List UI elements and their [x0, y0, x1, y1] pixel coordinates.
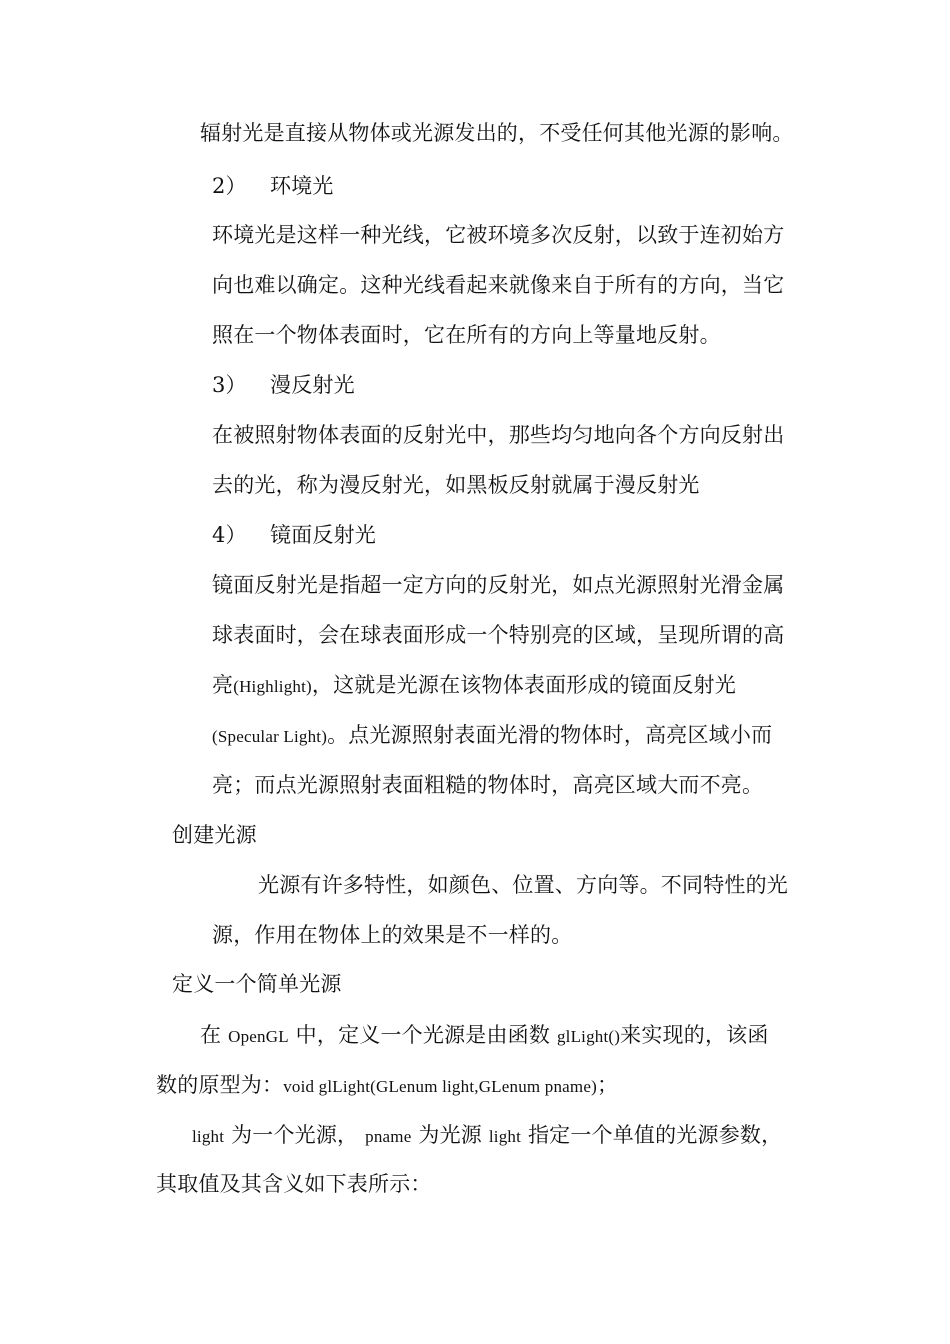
text-run: 为光源	[418, 1123, 482, 1147]
text-run: 中，定义一个光源是由函数	[295, 1023, 551, 1047]
text-run: 在	[200, 1023, 222, 1047]
text-run-latin: void glLight(GLenum light,GLenum pname)	[283, 1077, 597, 1096]
text-run: 来实现的，该函	[620, 1023, 769, 1047]
paragraph-diffuse-line2: 去的光，称为漫反射光，如黑板反射就属于漫反射光	[212, 473, 700, 497]
paragraph-ambient-line3: 照在一个物体表面时，它在所有的方向上等量地反射。	[212, 323, 721, 347]
list-item-title: 镜面反射光	[270, 523, 376, 547]
paragraph-light-param-line1	[192, 1121, 782, 1151]
paragraph-specular-line1: 镜面反射光是指超一定方向的反射光，如点光源照射光滑金属	[212, 573, 785, 597]
text-run-latin: (Highlight)	[233, 677, 312, 696]
paragraph-gllight-line2	[156, 1071, 618, 1101]
list-number: 4）	[212, 523, 247, 547]
paragraph-ambient-line1: 环境光是这样一种光线，它被环境多次反射，以致于连初始方	[212, 223, 785, 247]
paragraph-specular-line2: 球表面时，会在球表面形成一个特别亮的区域，呈现所谓的高	[212, 623, 785, 647]
text-run-latin: OpenGL	[228, 1027, 289, 1046]
paragraph-light-param-line2: 其取值及其含义如下表所示：	[156, 1172, 432, 1196]
text-run-latin: light	[192, 1127, 225, 1146]
list-number: 3）	[212, 373, 247, 397]
list-item-title: 漫反射光	[270, 373, 355, 397]
text-run: 数的原型为：	[156, 1073, 284, 1097]
paragraph-specular-line4	[212, 721, 772, 751]
text-run: 。点光源照射表面光滑的物体时，高亮区域小而	[327, 723, 773, 747]
list-item-ambient-light	[212, 172, 334, 200]
text-run: 亮	[212, 673, 234, 697]
text-run: ；	[596, 1073, 619, 1097]
heading-create-light-source: 创建光源	[172, 823, 257, 847]
text-run-latin: glLight()	[556, 1027, 621, 1046]
text-run: ，这就是光源在该物体表面形成的镜面反射光	[311, 673, 736, 697]
text-run: 为一个光源，	[231, 1123, 359, 1147]
paragraph-diffuse-line1: 在被照射物体表面的反射光中，那些均匀地向各个方向反射出	[212, 423, 785, 447]
paragraph-specular-line5: 亮；而点光源照射表面粗糙的物体时，高亮区域大而不亮。	[212, 773, 764, 797]
heading-define-simple-light: 定义一个简单光源	[172, 972, 342, 996]
text-run-latin: pname	[365, 1127, 412, 1146]
text-run-latin: light	[488, 1127, 522, 1146]
text-run: 指定一个单值的光源参数，	[527, 1123, 783, 1147]
list-number: 2）	[212, 174, 247, 198]
paragraph-ambient-line2: 向也难以确定。这种光线看起来就像来自于所有的方向，当它	[212, 273, 785, 297]
list-item-title: 环境光	[270, 174, 334, 198]
text-run-latin: (Specular Light)	[212, 727, 328, 746]
paragraph-light-properties-line2: 源，作用在物体上的效果是不一样的。	[212, 923, 573, 947]
paragraph-specular-line3	[212, 671, 736, 701]
list-item-specular-light	[212, 521, 376, 549]
paragraph-light-properties-line1: 光源有许多特性，如颜色、位置、方向等。不同特性的光	[258, 873, 788, 897]
paragraph-gllight-line1	[200, 1021, 769, 1051]
list-item-diffuse-light	[212, 371, 355, 399]
paragraph-radiant-light: 辐射光是直接从物体或光源发出的，不受任何其他光源的影响。	[200, 121, 794, 145]
